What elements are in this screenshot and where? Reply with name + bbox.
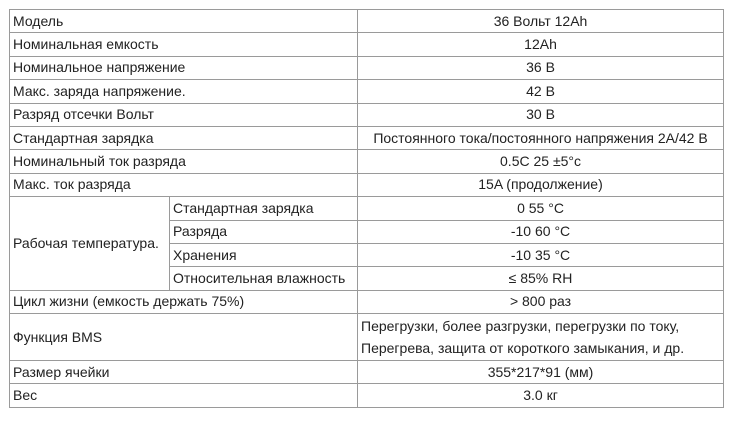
row-value-standard-charge: Постоянного тока/постоянного напряжения 2А/42 В [358,126,724,149]
table-row [10,56,724,79]
table-row [10,197,724,220]
temp-sublabel-humidity: Относительная влажность [170,267,358,290]
table-row [10,290,724,313]
row-label-operating-temperature: Рабочая температура. [10,197,170,291]
row-value-nominal-discharge: 0.5C 25 ±5°с [358,150,724,173]
table-row [10,173,724,196]
row-label-bms: Функция BMS [10,314,358,361]
spec-table [9,9,724,408]
temp-sublabel-discharge: Разряда [170,220,358,243]
row-value-cell-size: 355*217*91 (мм) [358,361,724,384]
table-row [10,150,724,173]
row-label-cutoff-voltage: Разряд отсечки Вольт [10,103,358,126]
temp-sublabel-storage: Хранения [170,243,358,266]
row-label-capacity: Номинальная емкость [10,33,358,56]
table-row [10,103,724,126]
row-value-cycle-life: > 800 раз [358,290,724,313]
table-row [10,126,724,149]
row-label-cell-size: Размер ячейки [10,361,358,384]
row-label-nominal-voltage: Номинальное напряжение [10,56,358,79]
temp-value-standard-charge: 0 55 °C [358,197,724,220]
row-label-max-charge-voltage: Макс. заряда напряжение. [10,80,358,103]
table-row [10,80,724,103]
temp-sublabel-standard-charge: Стандартная зарядка [170,197,358,220]
row-value-model: 36 Вольт 12Ah [358,10,724,33]
table-row [10,314,724,361]
row-label-nominal-discharge: Номинальный ток разряда [10,150,358,173]
row-value-nominal-voltage: 36 В [358,56,724,79]
row-label-cycle-life: Цикл жизни (емкость держать 75%) [10,290,358,313]
row-value-cutoff-voltage: 30 В [358,103,724,126]
table-row [10,33,724,56]
row-label-model: Модель [10,10,358,33]
bms-line-1: Перегрузки, более разгрузки, перегрузки по току, [361,318,680,335]
temp-value-discharge: -10 60 °C [358,220,724,243]
row-label-max-discharge: Макс. ток разряда [10,173,358,196]
row-value-capacity: 12Ah [358,33,724,56]
row-value-bms [358,314,724,361]
row-label-standard-charge: Стандартная зарядка [10,126,358,149]
row-value-max-charge-voltage: 42 В [358,80,724,103]
table-row [10,384,724,407]
table-row [10,10,724,33]
row-label-weight: Вес [10,384,358,407]
temp-value-storage: -10 35 °C [358,243,724,266]
row-value-max-discharge: 15A (продолжение) [358,173,724,196]
bms-line-2: Перегрева, защита от короткого замыкания, и др. [361,340,685,357]
temp-value-humidity: ≤ 85% RH [358,267,724,290]
table-row [10,361,724,384]
row-value-weight: 3.0 кг [358,384,724,407]
